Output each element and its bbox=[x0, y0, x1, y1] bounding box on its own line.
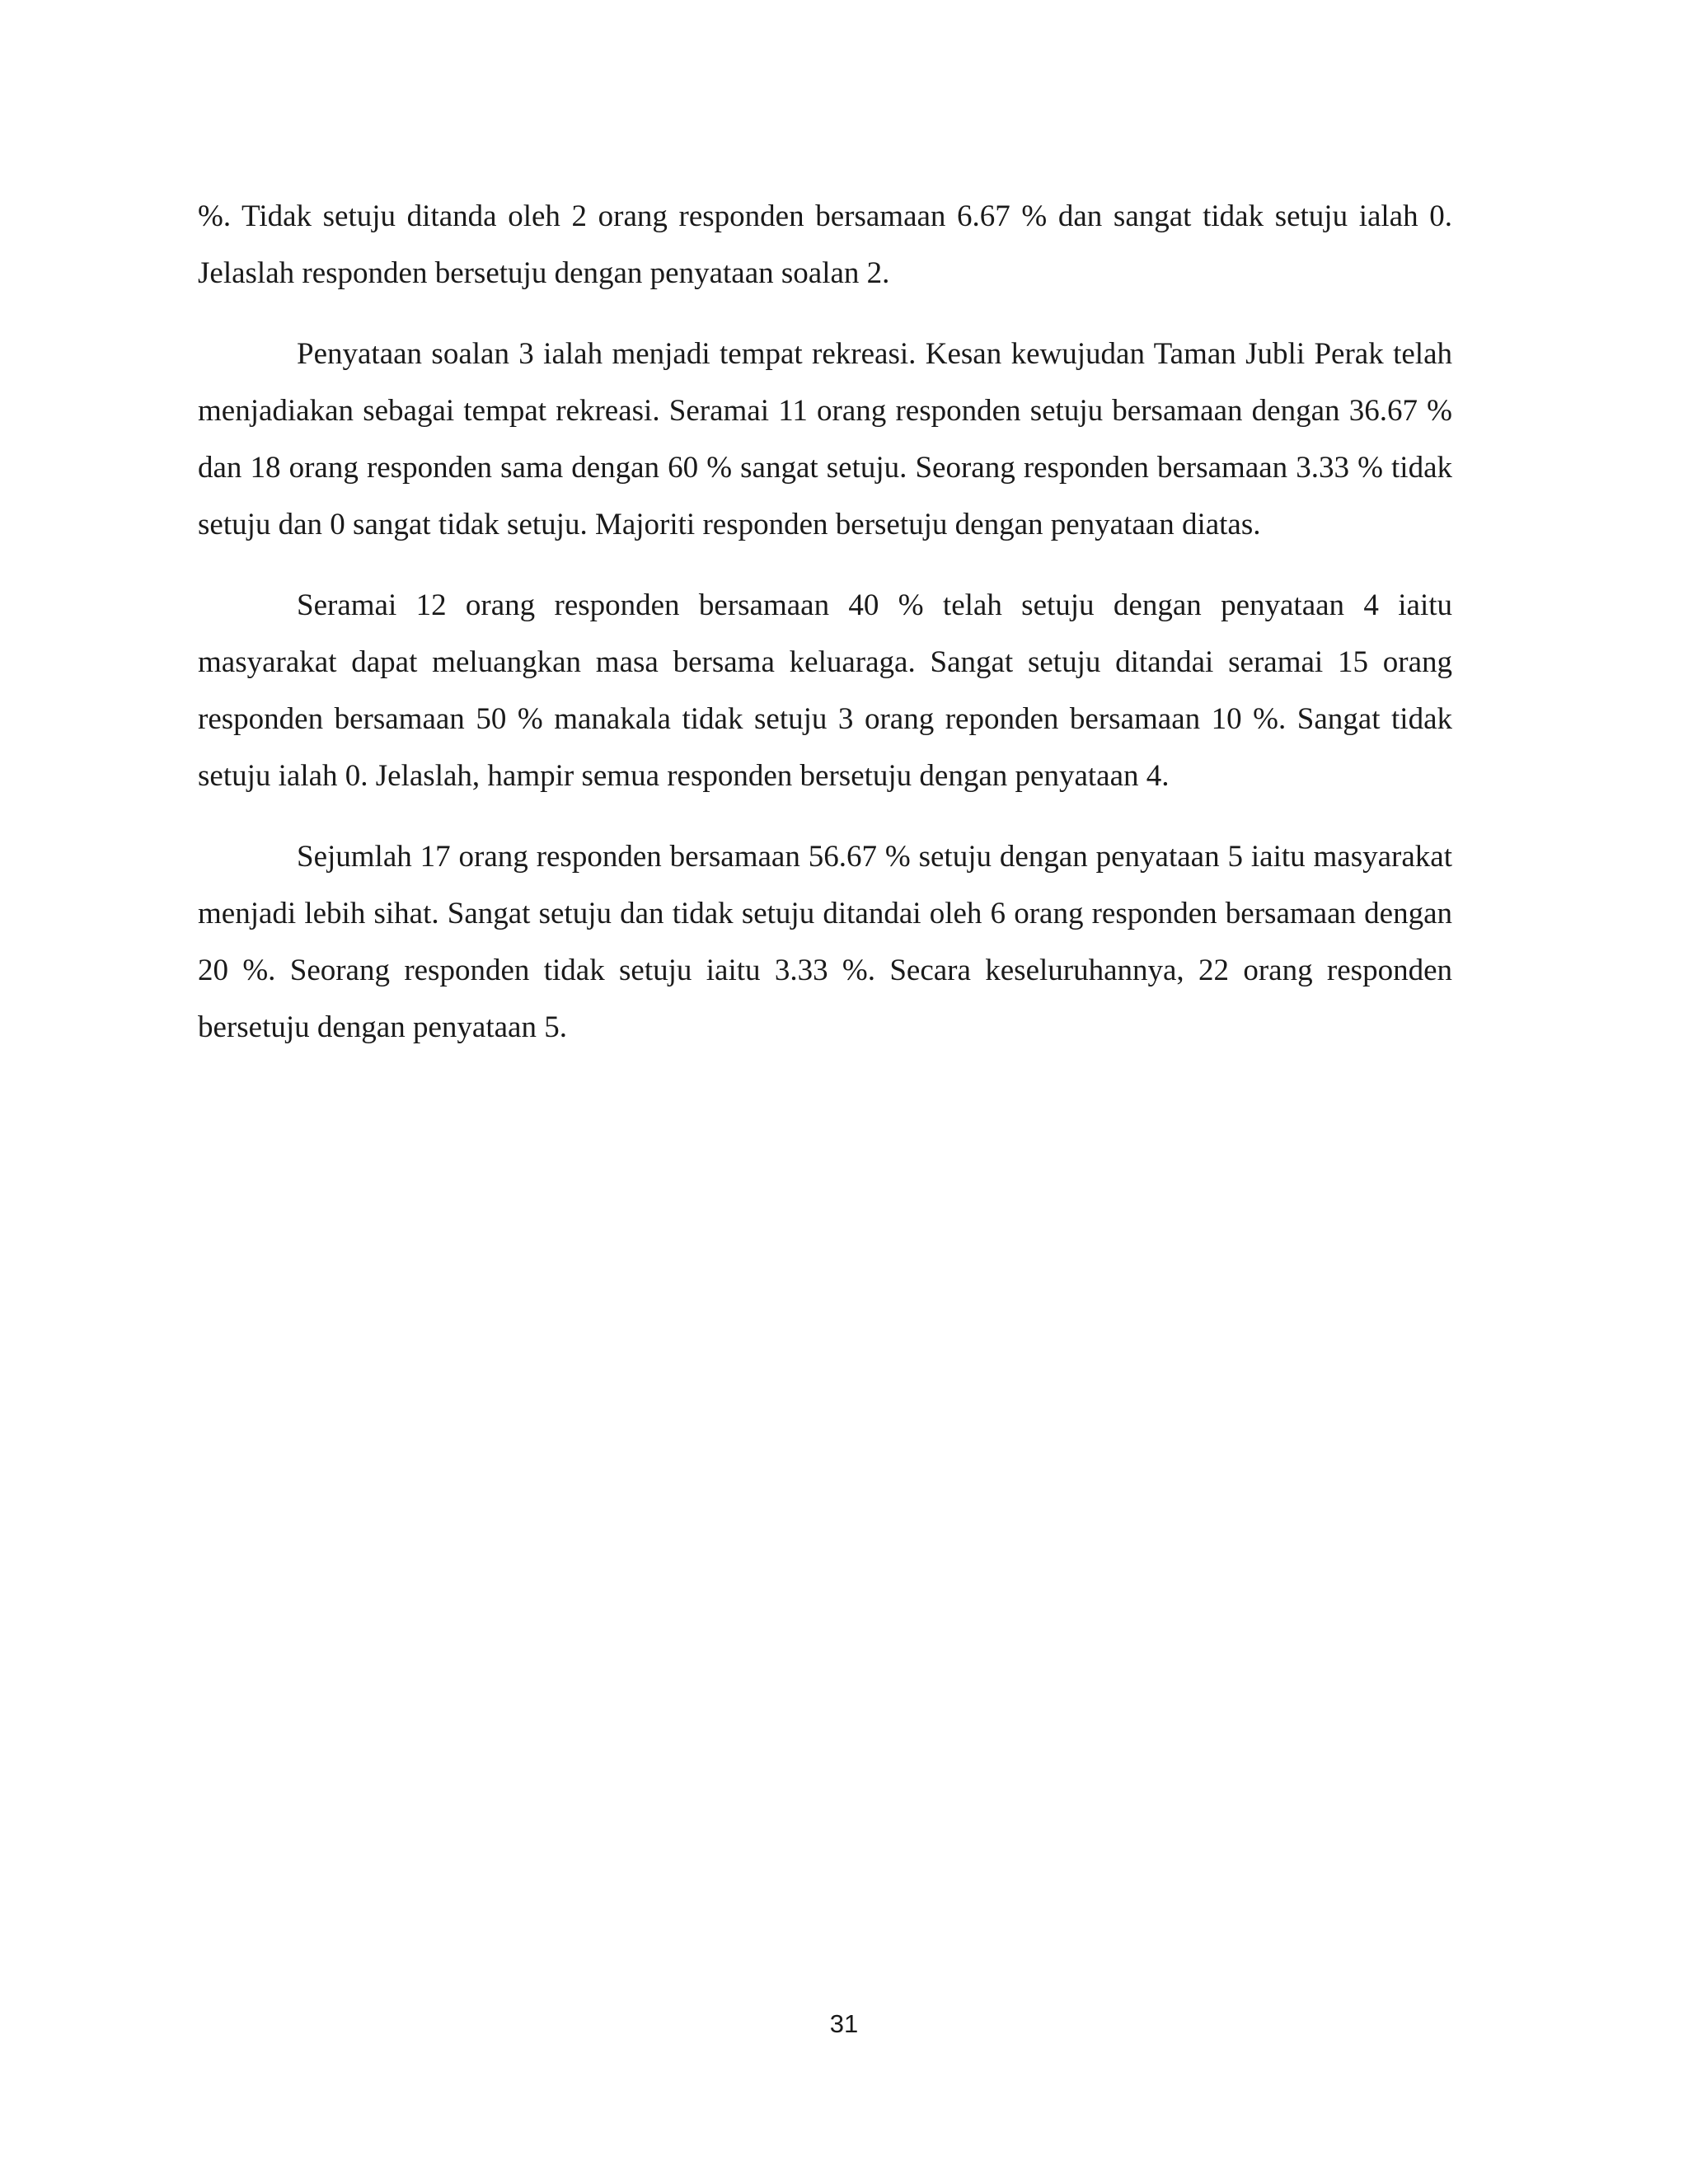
paragraph-2: Penyataan soalan 3 ialah menjadi tempat rekreasi. Kesan kewujudan Taman Jubli Perak telah menjadiakan sebagai tempat rekreasi. Seramai 11 orang responden setuju bersamaan dengan 36.67 % dan 18 orang responden sama dengan 60 % sangat setuju. Seorang responden bersamaan 3.33 % tidak setuju dan 0 sangat tidak setuju. Majoriti responden bersetuju dengan penyataan diatas. bbox=[198, 337, 1452, 541]
paragraph-4: Sejumlah 17 orang responden bersamaan 56.67 % setuju dengan penyataan 5 iaitu masyarakat menjadi lebih sihat. Sangat setuju dan tidak setuju ditandai oleh 6 orang responden bersamaan dengan 20 %. Seorang responden tidak setuju iaitu 3.33 %. Secara keseluruhannya, 22 orang responden bersetuju dengan penyataan 5. bbox=[198, 840, 1452, 1044]
document-body bbox=[198, 188, 1452, 1080]
paragraph-1: %. Tidak setuju ditanda oleh 2 orang responden bersamaan 6.67 % dan sangat tidak setuju ialah 0. Jelaslah responden bersetuju dengan penyataan soalan 2. bbox=[198, 199, 1452, 290]
paragraph-3: Seramai 12 orang responden bersamaan 40 % telah setuju dengan penyataan 4 iaitu masyarakat dapat meluangkan masa bersama keluaraga. Sangat setuju ditandai seramai 15 orang responden bersamaan 50 % manakala tidak setuju 3 orang reponden bersamaan 10 %. Sangat tidak setuju ialah 0. Jelaslah, hampir semua responden bersetuju dengan penyataan 4. bbox=[198, 588, 1452, 793]
page-number: 31 bbox=[829, 2009, 859, 2038]
